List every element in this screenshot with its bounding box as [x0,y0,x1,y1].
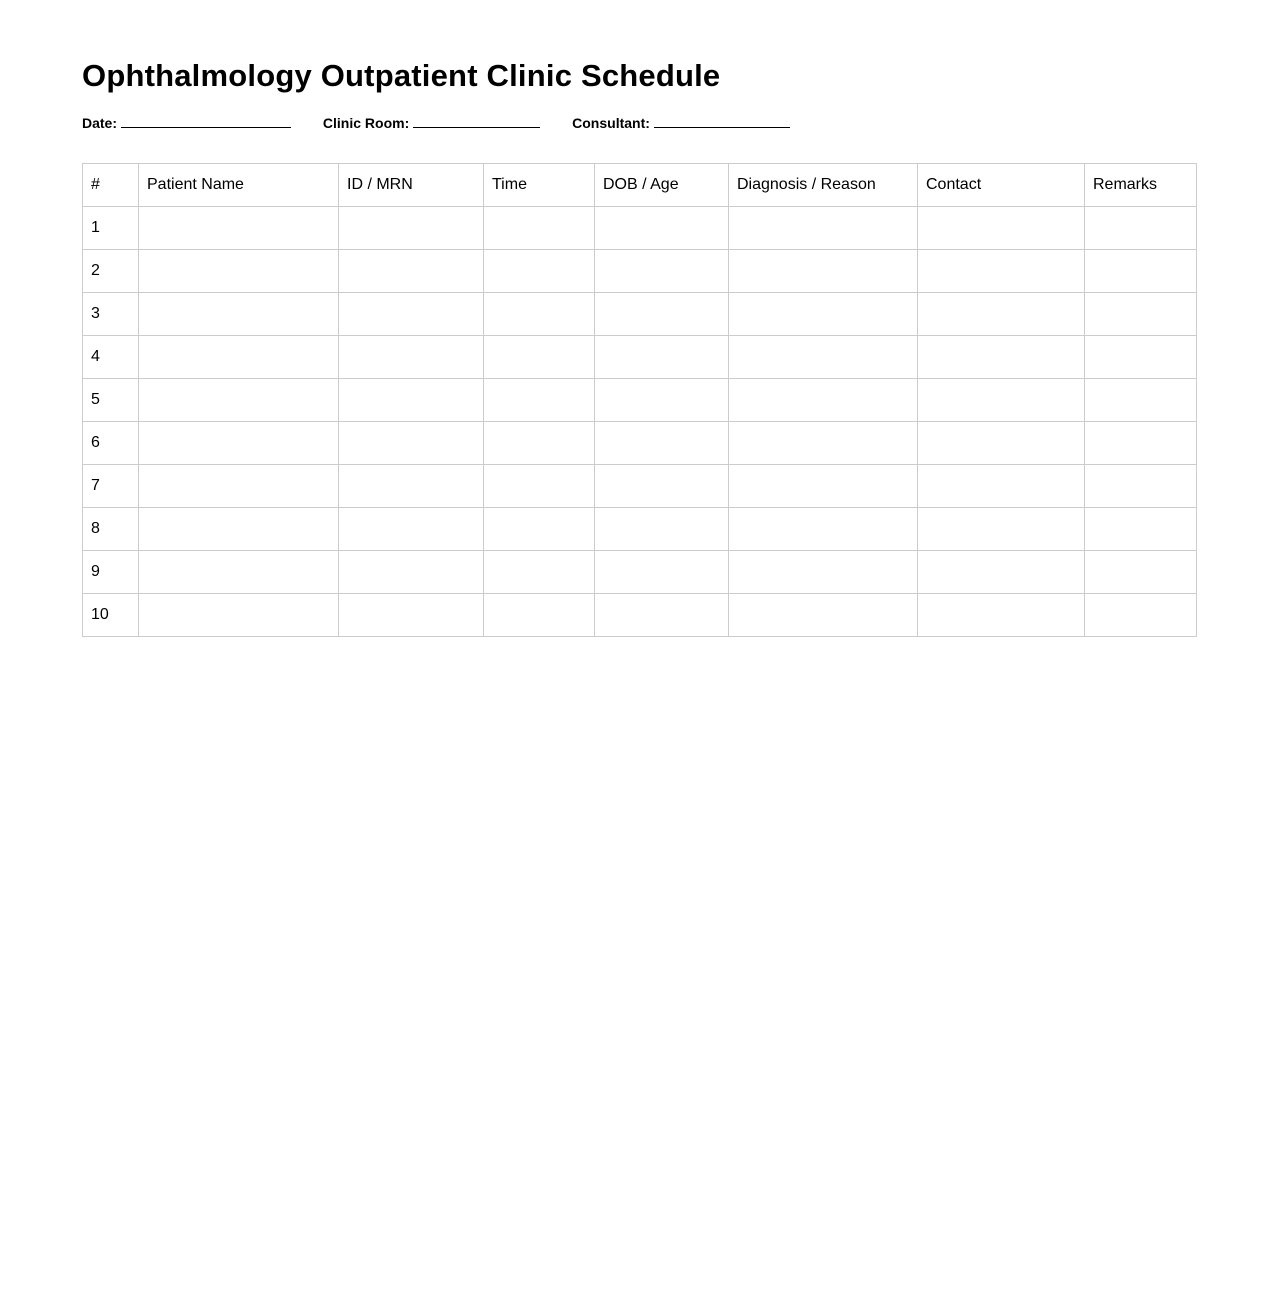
cell-patient-name[interactable] [139,379,339,422]
clinic-room-label: Clinic Room: [322,115,410,131]
column-header-remarks: Remarks [1085,164,1197,207]
cell-dob-age[interactable] [595,422,729,465]
cell-number: 8 [83,508,139,551]
cell-number: 5 [83,379,139,422]
cell-contact[interactable] [918,551,1085,594]
cell-remarks[interactable] [1085,508,1197,551]
cell-diagnosis-reason[interactable] [729,207,918,250]
cell-remarks[interactable] [1085,551,1197,594]
table-row [83,207,1197,250]
consultant-blank-line[interactable] [654,113,790,128]
cell-time[interactable] [484,379,595,422]
clinic-room-blank-line[interactable] [413,113,540,128]
cell-time[interactable] [484,594,595,637]
cell-dob-age[interactable] [595,551,729,594]
table-row [83,508,1197,551]
cell-patient-name[interactable] [139,465,339,508]
page-title: Ophthalmology Outpatient Clinic Schedule [82,58,721,93]
cell-remarks[interactable] [1085,594,1197,637]
cell-id-mrn[interactable] [339,293,484,336]
cell-patient-name[interactable] [139,293,339,336]
cell-patient-name[interactable] [139,250,339,293]
cell-remarks[interactable] [1085,465,1197,508]
cell-contact[interactable] [918,207,1085,250]
cell-diagnosis-reason[interactable] [729,422,918,465]
cell-diagnosis-reason[interactable] [729,250,918,293]
cell-number: 10 [83,594,139,637]
cell-time[interactable] [484,465,595,508]
table-body [83,207,1197,637]
table-row [83,594,1197,637]
cell-remarks[interactable] [1085,336,1197,379]
cell-dob-age[interactable] [595,508,729,551]
cell-patient-name[interactable] [139,551,339,594]
cell-patient-name[interactable] [139,508,339,551]
table-row [83,551,1197,594]
cell-time[interactable] [484,551,595,594]
cell-dob-age[interactable] [595,207,729,250]
cell-number: 7 [83,465,139,508]
table-header-row [83,164,1197,207]
cell-contact[interactable] [918,336,1085,379]
cell-number: 1 [83,207,139,250]
cell-diagnosis-reason[interactable] [729,293,918,336]
clinic-room-field [323,113,540,131]
cell-diagnosis-reason[interactable] [729,465,918,508]
cell-id-mrn[interactable] [339,422,484,465]
cell-diagnosis-reason[interactable] [729,379,918,422]
cell-id-mrn[interactable] [339,465,484,508]
date-label: Date: [82,115,118,131]
cell-contact[interactable] [918,250,1085,293]
table-row [83,379,1197,422]
cell-contact[interactable] [918,379,1085,422]
cell-remarks[interactable] [1085,207,1197,250]
cell-id-mrn[interactable] [339,207,484,250]
cell-time[interactable] [484,422,595,465]
cell-remarks[interactable] [1085,293,1197,336]
cell-diagnosis-reason[interactable] [729,508,918,551]
cell-time[interactable] [484,508,595,551]
schedule-table [82,163,1197,637]
cell-patient-name[interactable] [139,336,339,379]
date-field [82,113,291,131]
cell-contact[interactable] [918,422,1085,465]
cell-diagnosis-reason[interactable] [729,594,918,637]
cell-number: 9 [83,551,139,594]
column-header-contact: Contact [918,164,1085,207]
cell-id-mrn[interactable] [339,594,484,637]
cell-contact[interactable] [918,594,1085,637]
cell-time[interactable] [484,336,595,379]
cell-time[interactable] [484,250,595,293]
cell-number: 4 [83,336,139,379]
column-header-number: # [83,164,139,207]
column-header-time: Time [484,164,595,207]
cell-patient-name[interactable] [139,594,339,637]
cell-dob-age[interactable] [595,293,729,336]
cell-contact[interactable] [918,465,1085,508]
cell-number: 6 [83,422,139,465]
cell-number: 3 [83,293,139,336]
cell-remarks[interactable] [1085,422,1197,465]
table-row [83,465,1197,508]
cell-id-mrn[interactable] [339,551,484,594]
cell-patient-name[interactable] [139,422,339,465]
cell-dob-age[interactable] [595,379,729,422]
table-row [83,293,1197,336]
cell-id-mrn[interactable] [339,336,484,379]
consultant-label: Consultant: [572,115,650,131]
column-header-diagnosis-reason: Diagnosis / Reason [729,164,918,207]
cell-id-mrn[interactable] [339,379,484,422]
cell-dob-age[interactable] [595,336,729,379]
column-header-id-mrn: ID / MRN [339,164,484,207]
cell-contact[interactable] [918,293,1085,336]
column-header-patient-name: Patient Name [139,164,339,207]
cell-number: 2 [83,250,139,293]
consultant-field [572,113,790,131]
cell-remarks[interactable] [1085,379,1197,422]
cell-patient-name[interactable] [139,207,339,250]
header-fields [82,113,818,131]
cell-time[interactable] [484,207,595,250]
cell-contact[interactable] [918,508,1085,551]
column-header-dob-age: DOB / Age [595,164,729,207]
date-blank-line[interactable] [121,113,291,128]
cell-id-mrn[interactable] [339,508,484,551]
table-row [83,422,1197,465]
cell-remarks[interactable] [1085,250,1197,293]
cell-dob-age[interactable] [595,465,729,508]
cell-diagnosis-reason[interactable] [729,551,918,594]
cell-time[interactable] [484,293,595,336]
cell-dob-age[interactable] [595,594,729,637]
table-row [83,250,1197,293]
cell-diagnosis-reason[interactable] [729,336,918,379]
cell-id-mrn[interactable] [339,250,484,293]
cell-dob-age[interactable] [595,250,729,293]
table-row [83,336,1197,379]
